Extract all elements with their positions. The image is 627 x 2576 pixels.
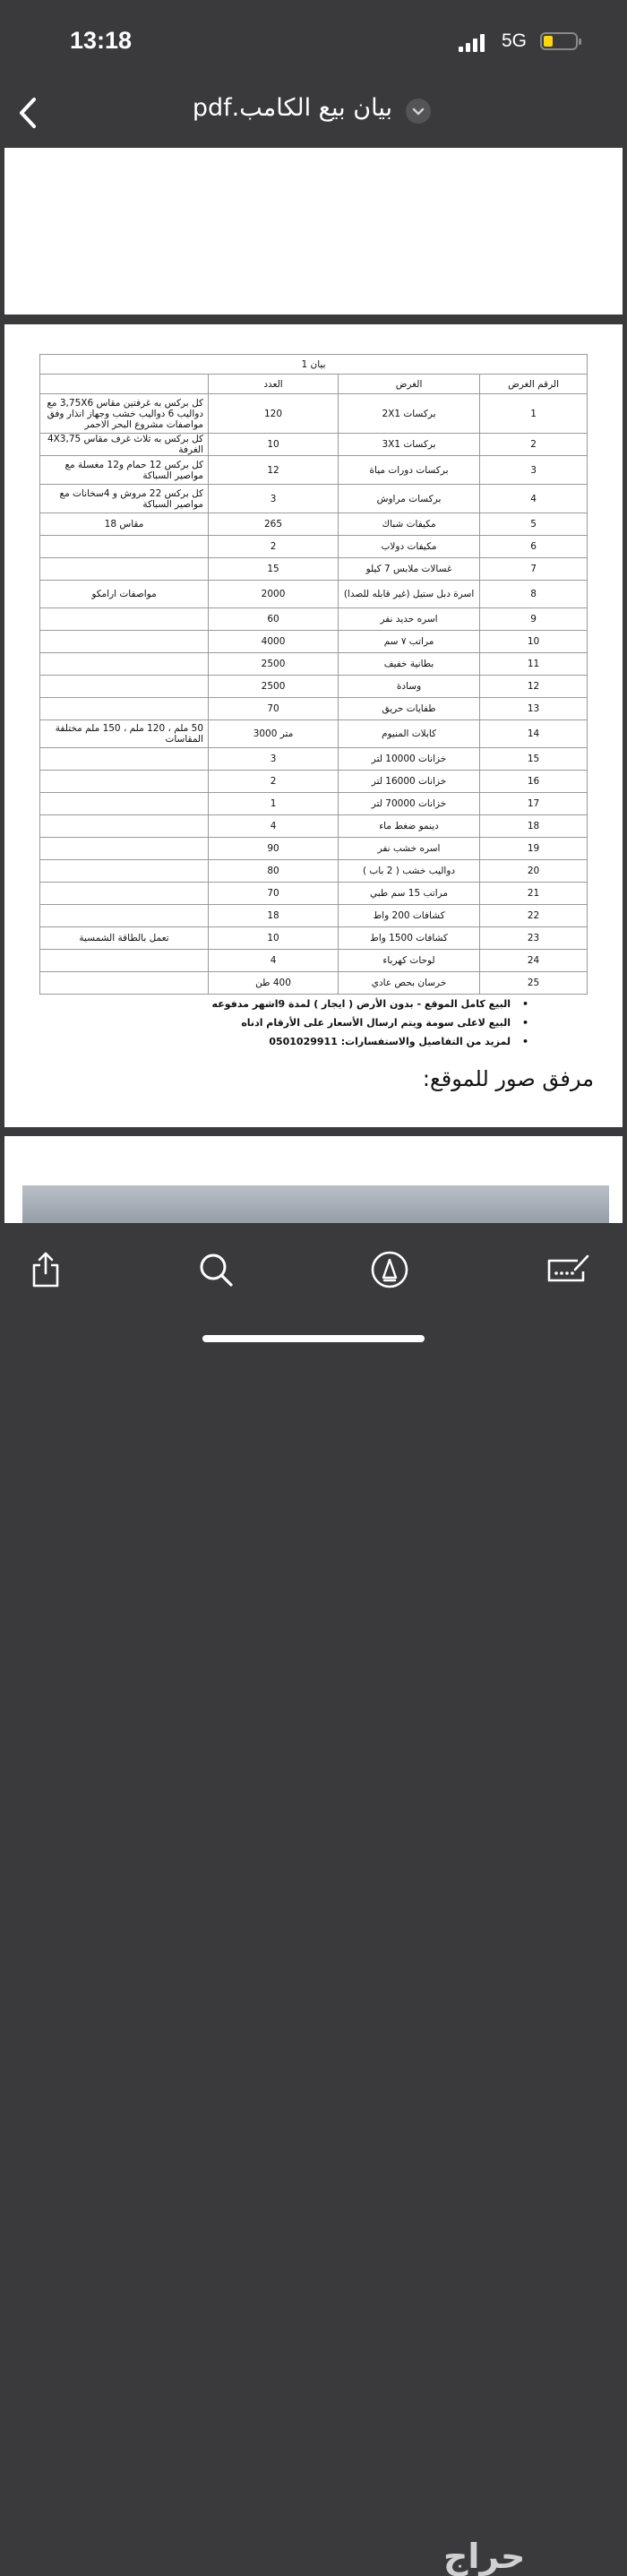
cell-item: بركسات دورات مياة xyxy=(339,456,480,485)
cell-quantity: متر 3000 xyxy=(209,720,339,748)
attachment-heading: مرفق صور للموقع: xyxy=(422,1066,594,1091)
cell-quantity: 3 xyxy=(209,748,339,771)
cell-item: بركسات مراوش xyxy=(339,485,480,513)
cell-note: كل بركس به ثلاث غرف مقاس 4X3,75 الغرفة xyxy=(40,434,209,456)
cell-note xyxy=(40,771,209,793)
cell-item: دواليب خشب ( 2 باب ) xyxy=(339,860,480,883)
cell-item: مراتب ٧ سم xyxy=(339,631,480,653)
cell-item: خزانات 16000 لتر xyxy=(339,771,480,793)
cell-quantity: 4 xyxy=(209,950,339,972)
cell-item: خرسان بحص عادي xyxy=(339,972,480,995)
table-row xyxy=(40,905,588,927)
search-button[interactable] xyxy=(194,1248,237,1291)
cell-item: اسره خشب نفر xyxy=(339,838,480,860)
table-row xyxy=(40,972,588,995)
table-row xyxy=(40,676,588,698)
table-row xyxy=(40,608,588,631)
cell-number: 10 xyxy=(480,631,588,653)
notes-list xyxy=(212,995,528,1051)
cell-quantity: 4000 xyxy=(209,631,339,653)
header-number: الرقم الغرض xyxy=(480,375,588,394)
share-icon xyxy=(24,1248,67,1291)
document-title[interactable]: بيان بيع الكامب.pdf xyxy=(192,94,392,122)
note-item: • البيع كامل الموقع - بدون الأرض ( ايجار ) لمدة 9اشهر مدفوعه xyxy=(212,995,528,1013)
cell-note xyxy=(40,653,209,676)
cell-number: 6 xyxy=(480,536,588,558)
cell-quantity: 15 xyxy=(209,558,339,581)
cell-quantity: 70 xyxy=(209,698,339,720)
cell-item: بطانية خفيف xyxy=(339,653,480,676)
cell-item: بركسات 3X1 xyxy=(339,434,480,456)
cell-note xyxy=(40,815,209,838)
cell-quantity: 2 xyxy=(209,771,339,793)
table-row xyxy=(40,394,588,434)
items-table xyxy=(39,354,588,995)
table-row xyxy=(40,631,588,653)
cell-quantity: 2000 xyxy=(209,581,339,608)
annotate-button[interactable] xyxy=(545,1248,588,1291)
table-caption-row xyxy=(40,355,588,375)
cell-quantity: 90 xyxy=(209,838,339,860)
cell-item: اسرة دبل ستيل (غير قابله للصدا) xyxy=(339,581,480,608)
markup-button[interactable] xyxy=(368,1248,411,1291)
header-notes xyxy=(40,375,209,394)
chevron-down-icon xyxy=(406,99,431,124)
cell-item: بركسات 2X1 xyxy=(339,394,480,434)
cell-number: 7 xyxy=(480,558,588,581)
cell-note: مقاس 18 xyxy=(40,513,209,536)
home-indicator[interactable] xyxy=(202,1335,425,1342)
cell-note xyxy=(40,950,209,972)
cell-note: كل بركس 12 حمام و12 مغسلة مع مواصير السباكة xyxy=(40,456,209,485)
table-row xyxy=(40,950,588,972)
cell-note xyxy=(40,793,209,815)
cell-number: 23 xyxy=(480,927,588,950)
cell-note xyxy=(40,698,209,720)
cell-quantity: 12 xyxy=(209,456,339,485)
cell-number: 4 xyxy=(480,485,588,513)
markup-pen-icon xyxy=(368,1248,411,1291)
cell-note xyxy=(40,631,209,653)
table-row xyxy=(40,927,588,950)
pdf-page-1 xyxy=(4,148,623,314)
cell-note: مواصفات ارامكو xyxy=(40,581,209,608)
cell-note: تعمل بالطاقة الشمسية xyxy=(40,927,209,950)
cell-note xyxy=(40,676,209,698)
cell-quantity: 2 xyxy=(209,536,339,558)
cell-number: 1 xyxy=(480,394,588,434)
cell-number: 20 xyxy=(480,860,588,883)
cell-quantity: 70 xyxy=(209,883,339,905)
table-row xyxy=(40,513,588,536)
cell-number: 15 xyxy=(480,748,588,771)
cell-quantity: 1 xyxy=(209,793,339,815)
cell-quantity: 265 xyxy=(209,513,339,536)
cell-item: مكيفات دولاب xyxy=(339,536,480,558)
cell-number: 12 xyxy=(480,676,588,698)
table-row xyxy=(40,456,588,485)
cell-item: لوحات كهرباء xyxy=(339,950,480,972)
share-button[interactable] xyxy=(24,1248,67,1291)
cell-note: كل بركس به غرفتين مقاس 3,75X6 مع دواليب 6 دواليب خشب وجهاز انذار وفق مواصفات مشروع البحر الاحمر xyxy=(40,394,209,434)
table-row xyxy=(40,698,588,720)
cell-quantity: 4 xyxy=(209,815,339,838)
cell-number: 17 xyxy=(480,793,588,815)
cell-item: طفايات حريق xyxy=(339,698,480,720)
cell-quantity: 400 طن xyxy=(209,972,339,995)
table-row xyxy=(40,883,588,905)
cell-number: 3 xyxy=(480,456,588,485)
status-bar xyxy=(0,0,627,85)
cell-item: خزانات 70000 لتر xyxy=(339,793,480,815)
cell-note xyxy=(40,748,209,771)
cell-number: 21 xyxy=(480,883,588,905)
cell-item: خزانات 10000 لتر xyxy=(339,748,480,771)
cell-quantity: 18 xyxy=(209,905,339,927)
cell-quantity: 2500 xyxy=(209,676,339,698)
site-photo xyxy=(22,1185,609,1226)
table-row xyxy=(40,815,588,838)
table-caption: بيان 1 xyxy=(40,355,588,375)
cell-note xyxy=(40,558,209,581)
cell-note: كل بركس 22 مروش و 4سخانات مع مواصير السباكة xyxy=(40,485,209,513)
pdf-page-2 xyxy=(4,324,623,1127)
table-row xyxy=(40,558,588,581)
cell-number: 11 xyxy=(480,653,588,676)
cell-number: 2 xyxy=(480,434,588,456)
header-item: الغرض xyxy=(339,375,480,394)
table-row xyxy=(40,653,588,676)
cell-note xyxy=(40,536,209,558)
network-label: 5G xyxy=(502,30,528,51)
cell-number: 13 xyxy=(480,698,588,720)
cell-note xyxy=(40,860,209,883)
table-row xyxy=(40,838,588,860)
table-row xyxy=(40,720,588,748)
cell-number: 22 xyxy=(480,905,588,927)
cell-item: وسادة xyxy=(339,676,480,698)
cell-number: 5 xyxy=(480,513,588,536)
cell-note xyxy=(40,972,209,995)
cell-item: غسالات ملابس 7 كيلو xyxy=(339,558,480,581)
cell-item: مكيفات شباك xyxy=(339,513,480,536)
watermark-logo: حراج xyxy=(443,2537,526,2576)
cell-item: كابلات المنيوم xyxy=(339,720,480,748)
cell-item: اسره حديد نفر xyxy=(339,608,480,631)
cell-number: 8 xyxy=(480,581,588,608)
cell-quantity: 10 xyxy=(209,434,339,456)
cell-number: 18 xyxy=(480,815,588,838)
cell-note: 50 ملم ، 120 ملم ، 150 ملم مختلفة المقاسات xyxy=(40,720,209,748)
table-row xyxy=(40,771,588,793)
cell-quantity: 120 xyxy=(209,394,339,434)
cell-number: 25 xyxy=(480,972,588,995)
table-row xyxy=(40,434,588,456)
nav-bar xyxy=(0,85,627,148)
back-button[interactable] xyxy=(13,92,48,134)
chevron-left-icon xyxy=(13,92,48,134)
cell-note xyxy=(40,883,209,905)
table-row xyxy=(40,860,588,883)
cell-number: 16 xyxy=(480,771,588,793)
cell-number: 14 xyxy=(480,720,588,748)
cell-item: كشافات 200 واط xyxy=(339,905,480,927)
cell-number: 9 xyxy=(480,608,588,631)
note-item: • لمزيد من التفاصيل والاستفسارات: 0501029911 xyxy=(212,1032,528,1051)
note-item: • البيع لاعلى سومة ويتم ارسال الأسعار على الأرقام ادناه xyxy=(212,1013,528,1032)
table-row xyxy=(40,581,588,608)
table-row xyxy=(40,793,588,815)
cell-quantity: 60 xyxy=(209,608,339,631)
header-quantity: العدد xyxy=(209,375,339,394)
table-row xyxy=(40,748,588,771)
signature-icon xyxy=(545,1248,590,1291)
cell-quantity: 3 xyxy=(209,485,339,513)
battery-icon xyxy=(540,32,578,50)
table-row xyxy=(40,485,588,513)
cell-note xyxy=(40,905,209,927)
cell-note xyxy=(40,838,209,860)
cell-quantity: 10 xyxy=(209,927,339,950)
search-icon xyxy=(194,1248,237,1291)
cell-quantity: 2500 xyxy=(209,653,339,676)
pdf-page-3 xyxy=(4,1136,623,1226)
cell-item: دينمو ضغط ماء xyxy=(339,815,480,838)
cell-number: 24 xyxy=(480,950,588,972)
cell-quantity: 80 xyxy=(209,860,339,883)
title-menu-button[interactable] xyxy=(406,99,431,124)
cell-item: مراتب 15 سم طبي xyxy=(339,883,480,905)
cell-item: كشافات 1500 واط xyxy=(339,927,480,950)
table-row xyxy=(40,536,588,558)
status-time: 13:18 xyxy=(70,27,133,54)
cell-number: 19 xyxy=(480,838,588,860)
table-header-row xyxy=(40,375,588,394)
signal-icon xyxy=(459,32,491,52)
cell-note xyxy=(40,608,209,631)
